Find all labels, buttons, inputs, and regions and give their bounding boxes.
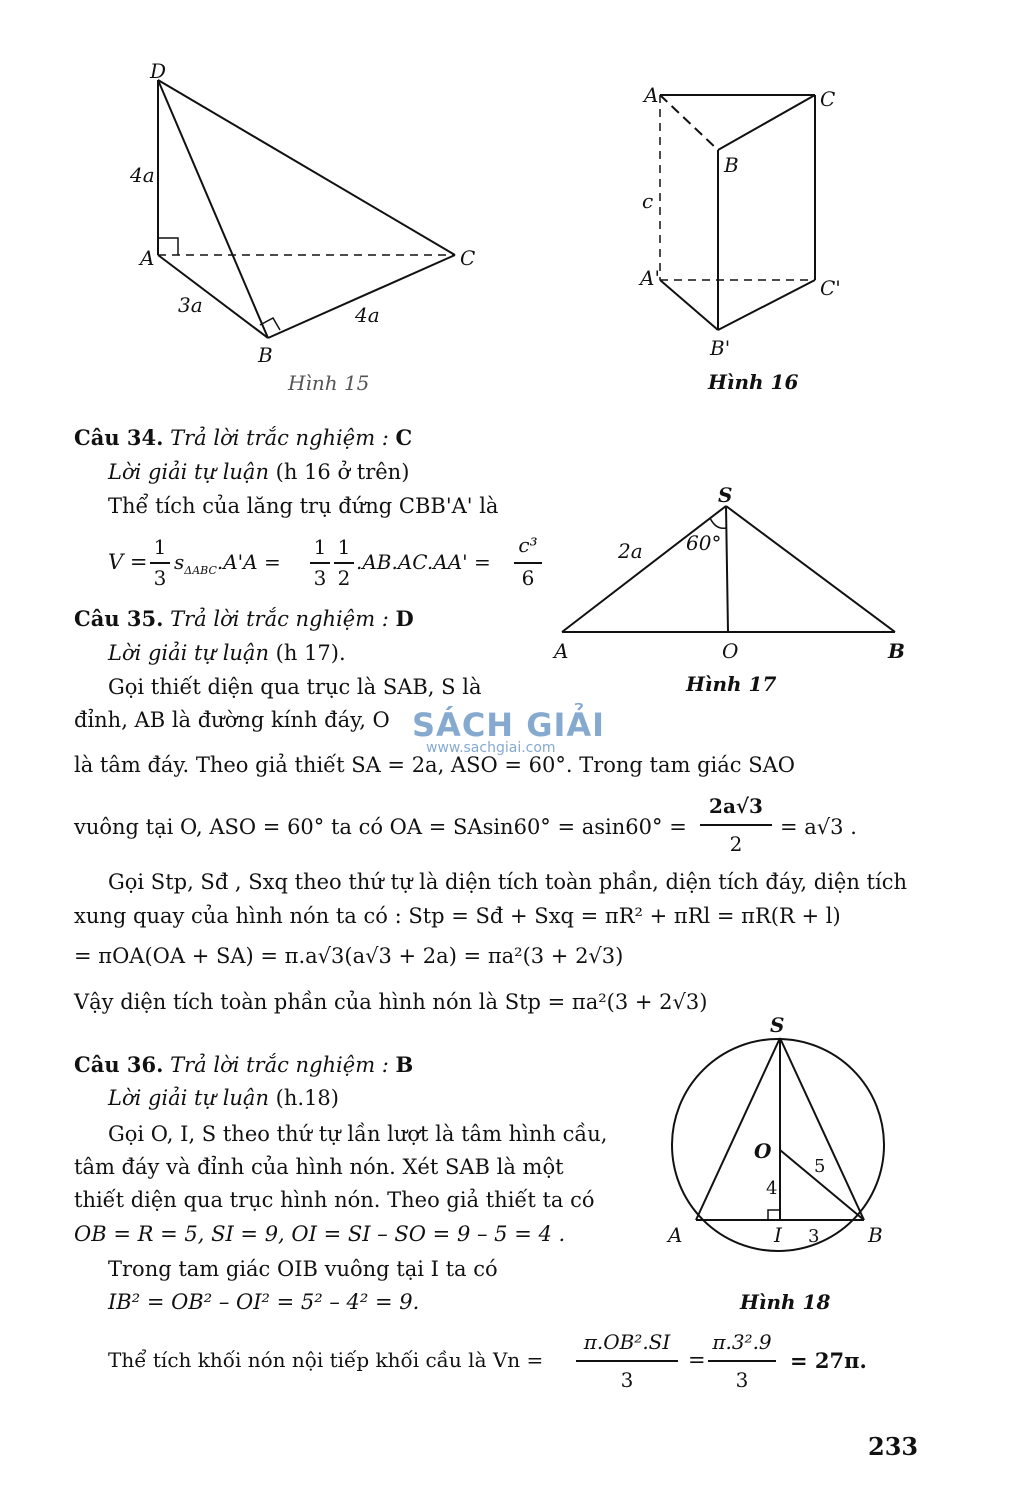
caption-figure-17: Hình 17	[686, 672, 777, 696]
label-3a: 3a	[178, 293, 203, 317]
q35-answer: D	[395, 606, 414, 631]
page-number: 233	[868, 1432, 919, 1461]
q36-solution	[108, 1086, 339, 1111]
q34-formula-s	[174, 550, 281, 577]
q36-line6: IB² = OB² – OI² = 5² – 4² = 9.	[108, 1290, 420, 1314]
label-A: A	[140, 246, 155, 270]
watermark-main: SÁCH GIẢI	[412, 706, 606, 744]
label-S: S	[718, 483, 733, 507]
q36-solution-ref: (h.18)	[275, 1086, 339, 1110]
label-A-top: A	[644, 83, 659, 107]
q35-head: Câu 35.	[74, 606, 164, 631]
label-B: B	[868, 1223, 883, 1247]
label-C-prime: C'	[820, 276, 841, 300]
q34-line1: Thể tích của lăng trụ đứng CBB'A' là	[108, 494, 499, 518]
label-C: C	[460, 246, 476, 270]
q35-line1: Gọi thiết diện qua trục là SAB, S là	[108, 675, 482, 699]
watermark	[412, 706, 605, 756]
label-4a-bc: 4a	[355, 303, 380, 327]
label-B-prime: B'	[710, 336, 731, 360]
q35-frac-line	[700, 824, 772, 826]
q36-answer: B	[395, 1052, 414, 1077]
q36-line2: tâm đáy và đỉnh của hình nón. Xét SAB là một	[74, 1155, 564, 1179]
q35-title	[74, 606, 414, 632]
q34-s: s	[174, 550, 185, 574]
q36-frac2-line	[708, 1360, 776, 1362]
q34-frac3-num: 1	[337, 535, 351, 559]
label-B-top: B	[724, 153, 739, 177]
label-3: 3	[808, 1226, 820, 1247]
figure-15	[110, 60, 490, 400]
q35-solution	[108, 641, 346, 666]
q36-eq: =	[688, 1348, 706, 1372]
q35-line7: = πOA(OA + SA) = π.a√3(a√3 + 2a) = πa²(3 + 2√3)	[74, 944, 624, 968]
q34-solution-label: Lời giải tự luận	[108, 460, 269, 484]
label-A: A	[554, 639, 569, 663]
q34-frac2-num: 1	[313, 535, 327, 559]
q34-frac1-num: 1	[153, 535, 167, 559]
q34-frac3-line	[334, 562, 354, 564]
q36-answer-label: Trả lời trắc nghiệm :	[170, 1053, 389, 1077]
label-A: A	[668, 1223, 683, 1247]
q35-answer-label: Trả lời trắc nghiệm :	[170, 607, 389, 631]
q36-frac1-line	[576, 1360, 678, 1362]
q36-head: Câu 36.	[74, 1052, 164, 1077]
caption-figure-18: Hình 18	[740, 1290, 831, 1314]
label-O: O	[722, 639, 739, 663]
q34-solution	[108, 460, 409, 485]
q34-solution-ref: (h 16 ở trên)	[275, 460, 410, 484]
q34-formula-v: V =	[108, 550, 148, 574]
q35-frac-den: 2	[729, 832, 743, 856]
q34-frac3-den: 2	[337, 566, 351, 590]
q36-title	[74, 1052, 413, 1078]
label-A-prime: A'	[640, 266, 660, 290]
q34-aa: .A'A =	[216, 550, 281, 574]
q35-frac-num: 2a√3	[709, 794, 763, 818]
q34-title	[74, 425, 412, 451]
label-B: B	[888, 639, 905, 663]
q36-frac2-num: π.3².9	[712, 1330, 772, 1354]
q34-frac2-line	[310, 562, 330, 564]
q34-answer-label: Trả lời trắc nghiệm :	[170, 426, 389, 450]
label-S: S	[770, 1013, 785, 1037]
q34-formula-mid3: .AB.AC.AA' =	[356, 550, 491, 574]
figure-18	[650, 1010, 900, 1290]
q36-line4: OB = R = 5, SI = 9, OI = SI – SO = 9 – 5 = 4 .	[74, 1222, 566, 1246]
label-4: 4	[766, 1178, 778, 1199]
q35-line3: là tâm đáy. Theo giả thiết SA = 2a, ASO = 60°. Trong tam giác SAO	[74, 753, 795, 777]
q36-frac2-den: 3	[735, 1368, 749, 1392]
q34-frac2-den: 3	[313, 566, 327, 590]
q35-line8: Vậy diện tích toàn phần của hình nón là Stp = πa²(3 + 2√3)	[74, 990, 708, 1014]
q35-solution-label: Lời giải tự luận	[108, 641, 269, 665]
figure-16	[630, 80, 860, 370]
figure-17	[550, 478, 920, 673]
label-B: B	[258, 343, 273, 367]
label-2a: 2a	[618, 539, 643, 563]
caption-figure-16: Hình 16	[708, 370, 799, 394]
watermark-url: www.sachgiai.com	[426, 740, 556, 756]
q34-frac1-den: 3	[153, 566, 167, 590]
q36-line5: Trong tam giác OIB vuông tại I ta có	[108, 1257, 498, 1281]
label-D: D	[150, 60, 167, 83]
q35-line5: Gọi Stp, Sđ , Sxq theo thứ tự là diện tích toàn phần, diện tích đáy, diện tích	[108, 870, 907, 894]
label-c: c	[642, 189, 654, 213]
q36-solution-label: Lời giải tự luận	[108, 1086, 269, 1110]
q34-answer: C	[395, 425, 413, 450]
q34-frac4-den: 6	[521, 566, 535, 590]
label-O: O	[754, 1139, 772, 1163]
q36-frac1-den: 3	[620, 1368, 634, 1392]
label-5: 5	[814, 1156, 826, 1177]
q35-line2: đỉnh, AB là đường kính đáy, O	[74, 708, 390, 732]
label-I: I	[774, 1223, 782, 1247]
q34-frac1-line	[150, 562, 170, 564]
q36-frac1-num: π.OB².SI	[583, 1330, 671, 1354]
label-C-top: C	[820, 87, 836, 111]
q36-line7a: Thể tích khối nón nội tiếp khối cầu là Vn =	[108, 1348, 544, 1372]
caption-figure-15: Hình 15	[288, 371, 370, 395]
q34-s-sub: ΔABC	[184, 564, 217, 577]
q36-line1: Gọi O, I, S theo thứ tự lần lượt là tâm hình cầu,	[108, 1122, 608, 1146]
q35-solution-ref: (h 17).	[275, 641, 346, 665]
q35-line4a: vuông tại O, ASO = 60° ta có OA = SAsin60° = asin60° =	[74, 815, 687, 839]
q35-line4b: = a√3 .	[780, 815, 857, 839]
q34-frac4-line	[514, 562, 542, 564]
q34-head: Câu 34.	[74, 425, 164, 450]
q36-line7b: = 27π.	[790, 1348, 867, 1373]
label-4a-ad: 4a	[130, 163, 155, 187]
q36-line3: thiết diện qua trục hình nón. Theo giả thiết ta có	[74, 1188, 595, 1212]
q34-frac4-num: c³	[518, 533, 538, 557]
label-60: 60°	[686, 531, 722, 555]
q35-line6: xung quay của hình nón ta có : Stp = Sđ + Sxq = πR² + πRl = πR(R + l)	[74, 904, 841, 928]
